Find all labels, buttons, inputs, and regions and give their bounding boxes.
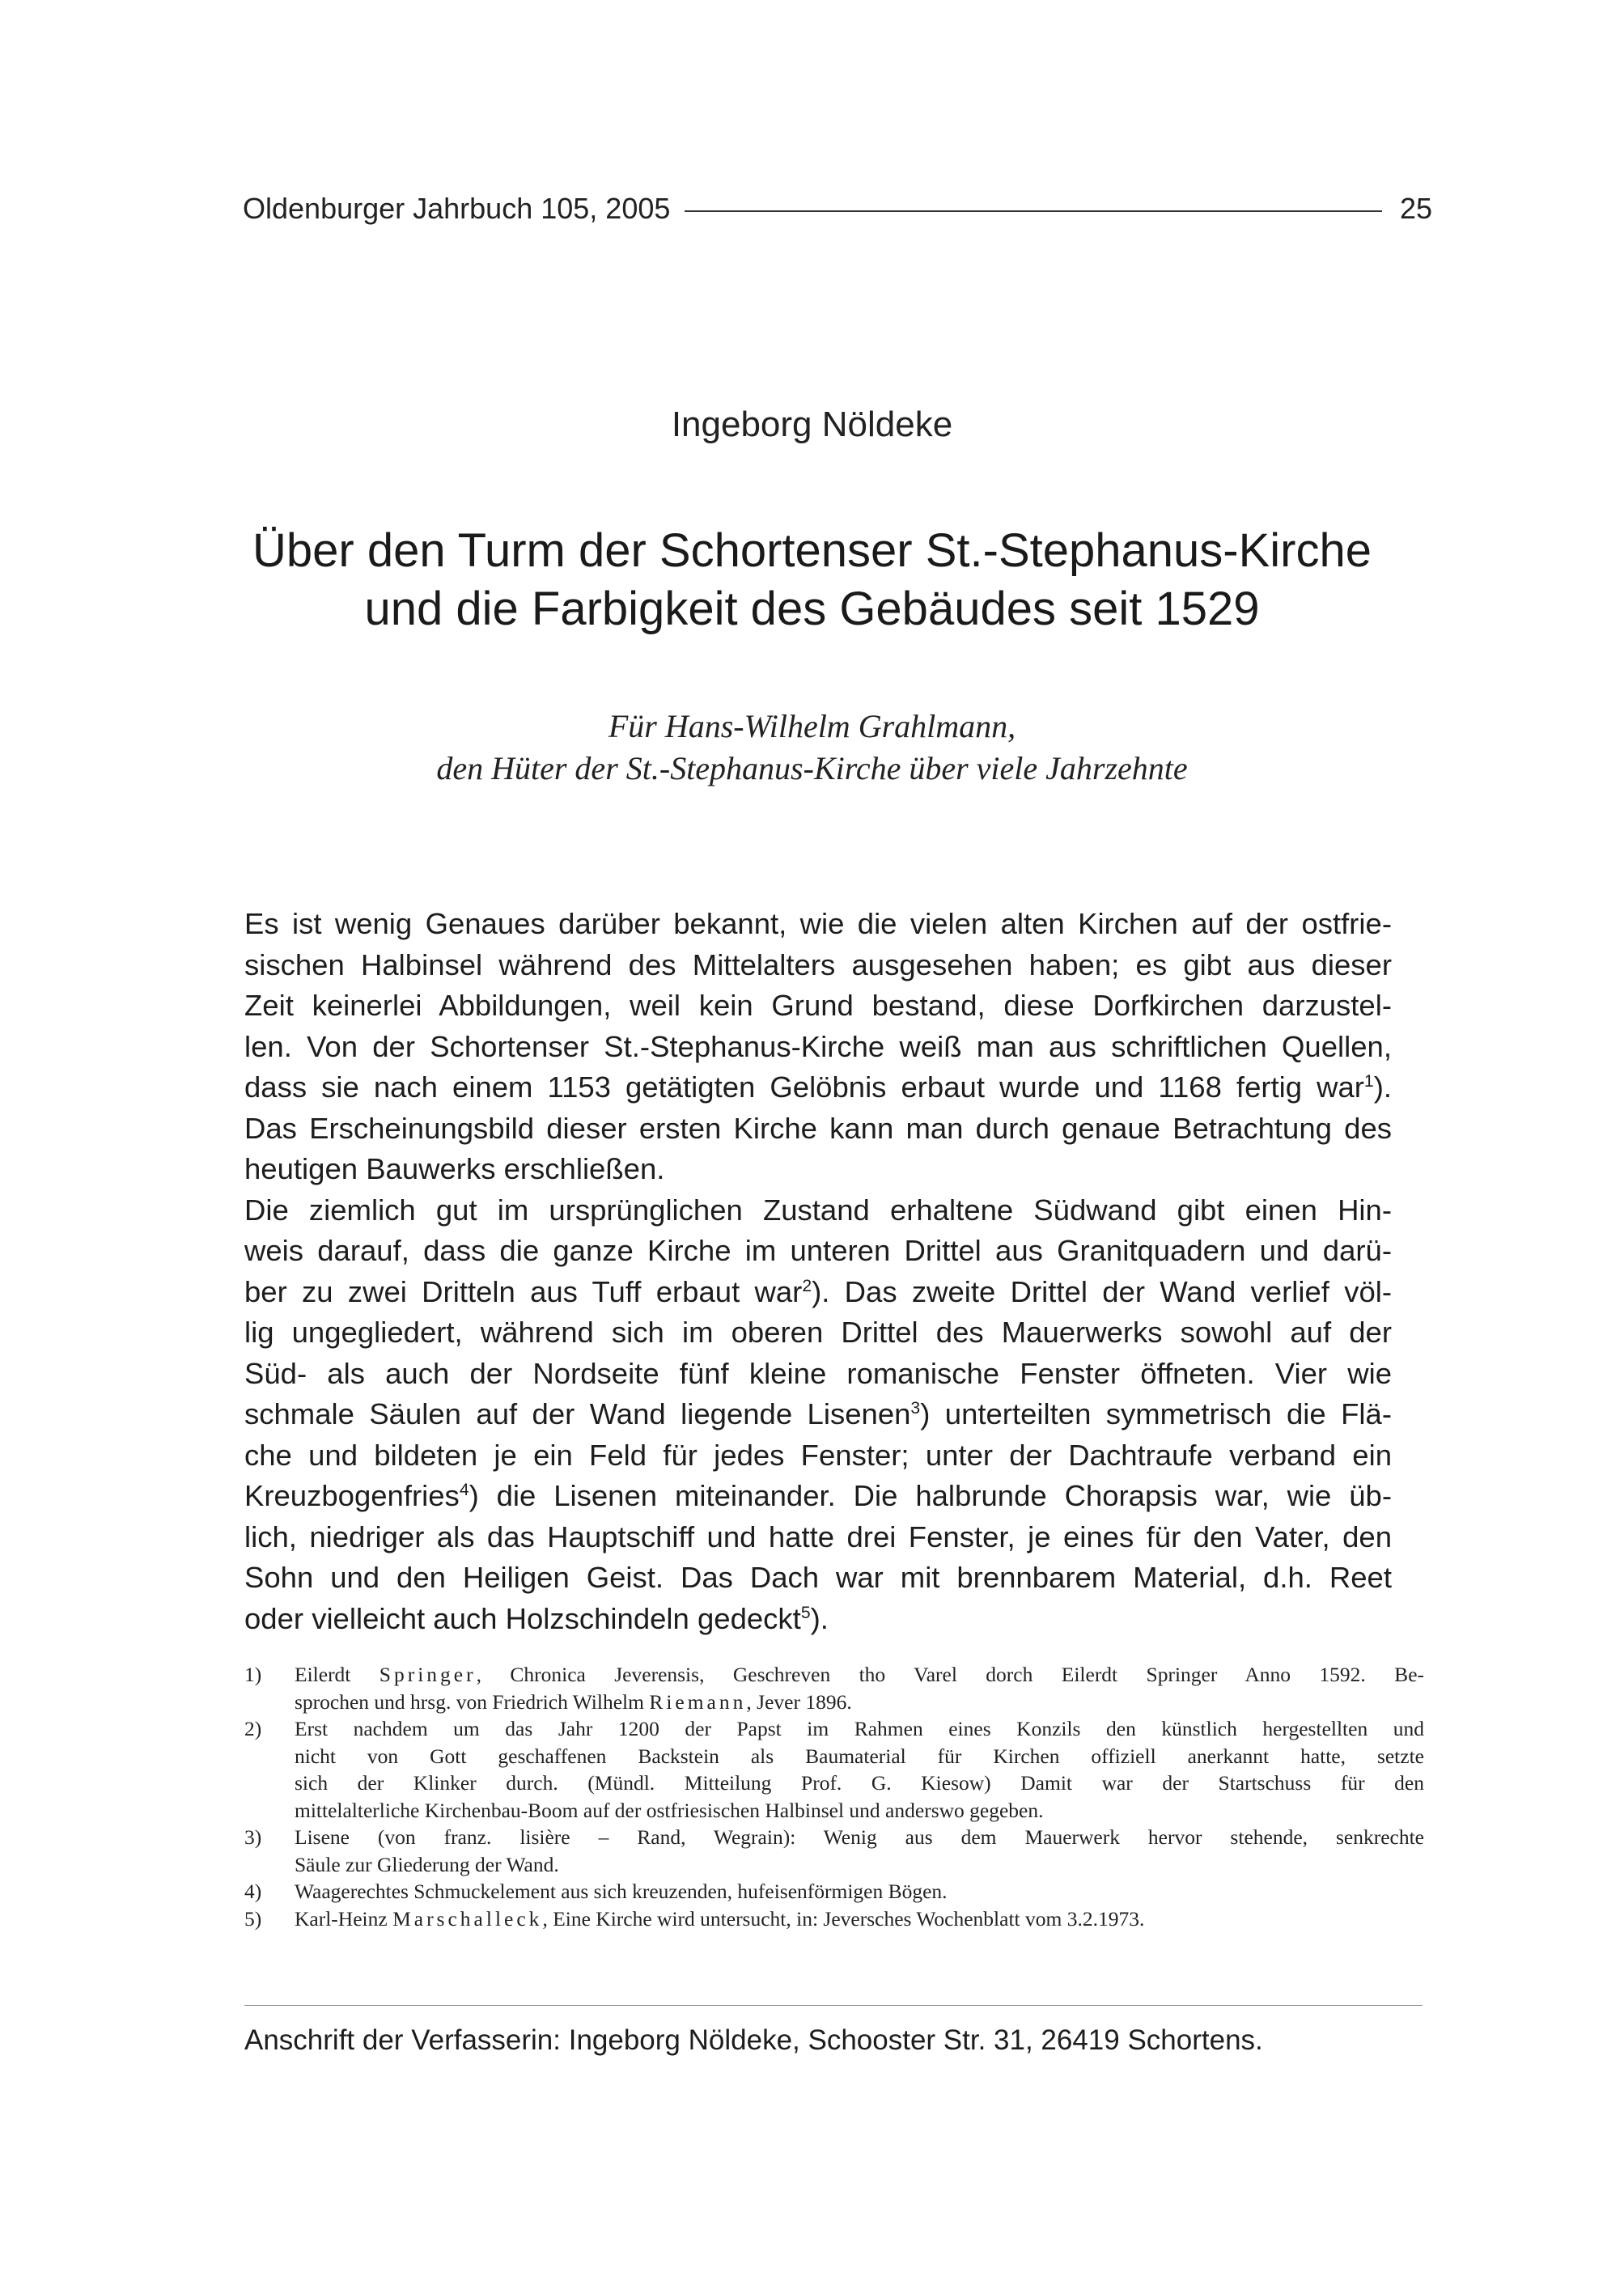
running-header xyxy=(243,188,1432,230)
footnote-run: , Jever 1896. xyxy=(746,1689,852,1714)
body-line xyxy=(244,1272,1392,1313)
body-line xyxy=(244,1067,1392,1108)
footnote-line xyxy=(295,1878,1424,1905)
footnote-line xyxy=(295,1851,1424,1879)
page-number: 25 xyxy=(1399,192,1432,225)
footnote-run: Eilerdt xyxy=(295,1663,379,1686)
dedication-line-1: Für Hans-Wilhelm Grahlmann, xyxy=(608,708,1016,744)
title-line-2: und die Farbigkeit des Gebäudes seit 1529 xyxy=(364,583,1260,635)
body-text-run: ). Das zweite Drittel der Wand verlief völ- xyxy=(812,1274,1392,1308)
body-text-run: ber zu zwei Dritteln aus Tuff erbaut war xyxy=(244,1274,803,1308)
body-line: heutigen Bauwerks erschließen. xyxy=(244,1152,665,1185)
footnote-number: 2) xyxy=(244,1717,262,1740)
body-line: che und bildeten je ein Feld für jedes Fenster; unter der Dachtraufe verband ein xyxy=(244,1438,1392,1472)
body-text-run: dass sie nach einem 1153 getätigten Gelöbnis erbaut wurde und 1168 fertig war xyxy=(244,1070,1364,1104)
footnote-run: Lisene (von franz. lisière – Rand, Wegrain): Wenig aus dem Mauerwerk hervor stehende, senkrechte xyxy=(295,1825,1424,1849)
body-line: weis darauf, dass die ganze Kirche im unteren Drittel aus Granitquadern und darü- xyxy=(244,1234,1392,1267)
footnote-run: Säule zur Gliederung der Wand. xyxy=(295,1852,559,1876)
footnote-line xyxy=(295,1661,1424,1689)
footnote-text xyxy=(295,1661,1424,1715)
footnote-run: nicht von Gott geschaffenen Backstein als Baumaterial für Kirchen offiziell anerkannt hatte, setzte xyxy=(295,1744,1424,1768)
body-line: Die ziemlich gut im ursprünglichen Zustand erhaltene Südwand gibt einen Hin- xyxy=(244,1193,1392,1227)
footnote-line xyxy=(295,1797,1424,1825)
footnote-ref[interactable]: 2 xyxy=(802,1276,812,1295)
body-line: Süd- als auch der Nordseite fünf kleine romanische Fenster öffneten. Vier wie xyxy=(244,1356,1392,1390)
footnote-ref[interactable]: 5 xyxy=(800,1603,811,1622)
journal-title: Oldenburger Jahrbuch 105, 2005 xyxy=(243,192,671,225)
footnote-ref[interactable]: 1 xyxy=(1363,1071,1374,1091)
footnote-line xyxy=(295,1743,1424,1770)
body-line: lich, niedriger als das Hauptschiff und hatte drei Fenster, je eines für den Vater, den xyxy=(244,1519,1392,1553)
footnote-ref[interactable]: 3 xyxy=(910,1398,921,1418)
author-address: Anschrift der Verfasserin: Ingeborg Nöldeke, Schooster Str. 31, 26419 Schortens. xyxy=(244,2024,1263,2056)
footnote-text xyxy=(295,1905,1424,1933)
footnote-number: 3) xyxy=(244,1825,262,1849)
body-text-run: ). xyxy=(1373,1070,1392,1104)
footnote-ref[interactable]: 4 xyxy=(459,1480,469,1499)
body-line: lig ungegliedert, während sich im oberen Drittel des Mauerwerks sowohl auf der xyxy=(244,1316,1392,1349)
footnote-run: Marschalleck xyxy=(392,1906,543,1931)
footnote-run: Waagerechtes Schmuckelement aus sich kreuzenden, hufeisenförmigen Bögen. xyxy=(295,1880,948,1903)
body-line xyxy=(244,1476,1392,1517)
footnote-item xyxy=(244,1715,1424,1824)
body-line: Es ist wenig Genaues darüber bekannt, wie die vielen alten Kirchen auf der ostfrie- xyxy=(244,907,1392,940)
footnote-item xyxy=(244,1878,1424,1905)
footnote-number: 1) xyxy=(244,1663,262,1686)
body-line: Zeit keinerlei Abbildungen, weil kein Grund bestand, diese Dorfkirchen darzustel- xyxy=(244,989,1392,1022)
footnote-text xyxy=(295,1878,1424,1905)
body-text-run: ). xyxy=(810,1601,829,1635)
body-text-run: Kreuzbogenfries xyxy=(244,1479,460,1512)
footnote-text xyxy=(295,1824,1424,1878)
footnote-run: Springer xyxy=(379,1663,477,1686)
body-text-run: oder vielleicht auch Holzschindeln gedeckt xyxy=(244,1601,801,1635)
footnote-number: 4) xyxy=(244,1880,262,1903)
footnote-line xyxy=(295,1770,1424,1797)
footnote-item xyxy=(244,1824,1424,1878)
footnote-run: , Eine Kirche wird untersucht, in: Jeversches Wochenblatt vom 3.2.1973. xyxy=(542,1906,1145,1931)
dedication-line-2: den Hüter der St.-Stephanus-Kirche über viele Jahrzehnte xyxy=(436,750,1188,786)
footnote-number: 5) xyxy=(244,1906,262,1931)
footnote-run: sprochen und hrsg. von Friedrich Wilhelm xyxy=(295,1689,650,1714)
footnote-line xyxy=(295,1905,1424,1933)
body-text-run: ) die Lisenen miteinander. Die halbrunde Chorapsis war, wie üb- xyxy=(469,1479,1392,1512)
article-title xyxy=(0,522,1624,638)
dedication xyxy=(0,706,1624,790)
body-line: Sohn und den Heiligen Geist. Das Dach war mit brennbarem Material, d.h. Reet xyxy=(244,1561,1392,1594)
footnote-text xyxy=(295,1715,1424,1824)
body-line: sischen Halbinsel während des Mittelalters ausgesehen haben; es gibt aus dieser xyxy=(244,947,1392,981)
footnote-line xyxy=(295,1689,1424,1716)
footnote-run: sich der Klinker durch. (Mündl. Mitteilung Prof. G. Kiesow) Damit war der Startschuss für den xyxy=(295,1771,1424,1795)
article-author: Ingeborg Nöldeke xyxy=(671,405,953,444)
footnote-item xyxy=(244,1661,1424,1715)
body-line xyxy=(244,1394,1392,1435)
footer-rule xyxy=(244,2005,1423,2006)
title-line-1: Über den Turm der Schortenser St.-Stephanus-Kirche xyxy=(252,524,1372,577)
footnote-item xyxy=(244,1905,1424,1933)
footnote-line xyxy=(295,1824,1424,1851)
footnote-run: , Chronica Jeverensis, Geschreven tho Varel dorch Eilerdt Springer Anno 1592. Be- xyxy=(476,1663,1424,1686)
body-text xyxy=(244,904,1392,1639)
body-line: len. Von der Schortenser St.-Stephanus-Kirche weiß man aus schriftlichen Quellen, xyxy=(244,1029,1392,1063)
body-text-run: schmale Säulen auf der Wand liegende Lisenen xyxy=(244,1397,911,1430)
footnote-run: Erst nachdem um das Jahr 1200 der Papst im Rahmen eines Konzils den künstlich hergestellten und xyxy=(295,1717,1424,1740)
footnote-run: Karl-Heinz xyxy=(295,1906,393,1931)
footnotes xyxy=(244,1661,1424,1932)
body-line: Das Erscheinungsbild dieser ersten Kirche kann man durch genaue Betrachtung des xyxy=(244,1111,1392,1145)
footnote-line xyxy=(295,1715,1424,1743)
footnote-run: Riemann xyxy=(649,1689,747,1714)
body-line xyxy=(244,1599,1392,1640)
footnote-run: mittelalterliche Kirchenbau-Boom auf der ostfriesischen Halbinsel und anderswo gegeben. xyxy=(295,1798,1044,1822)
header-rule xyxy=(685,210,1382,212)
body-text-run: ) unterteilten symmetrisch die Flä- xyxy=(920,1397,1392,1430)
